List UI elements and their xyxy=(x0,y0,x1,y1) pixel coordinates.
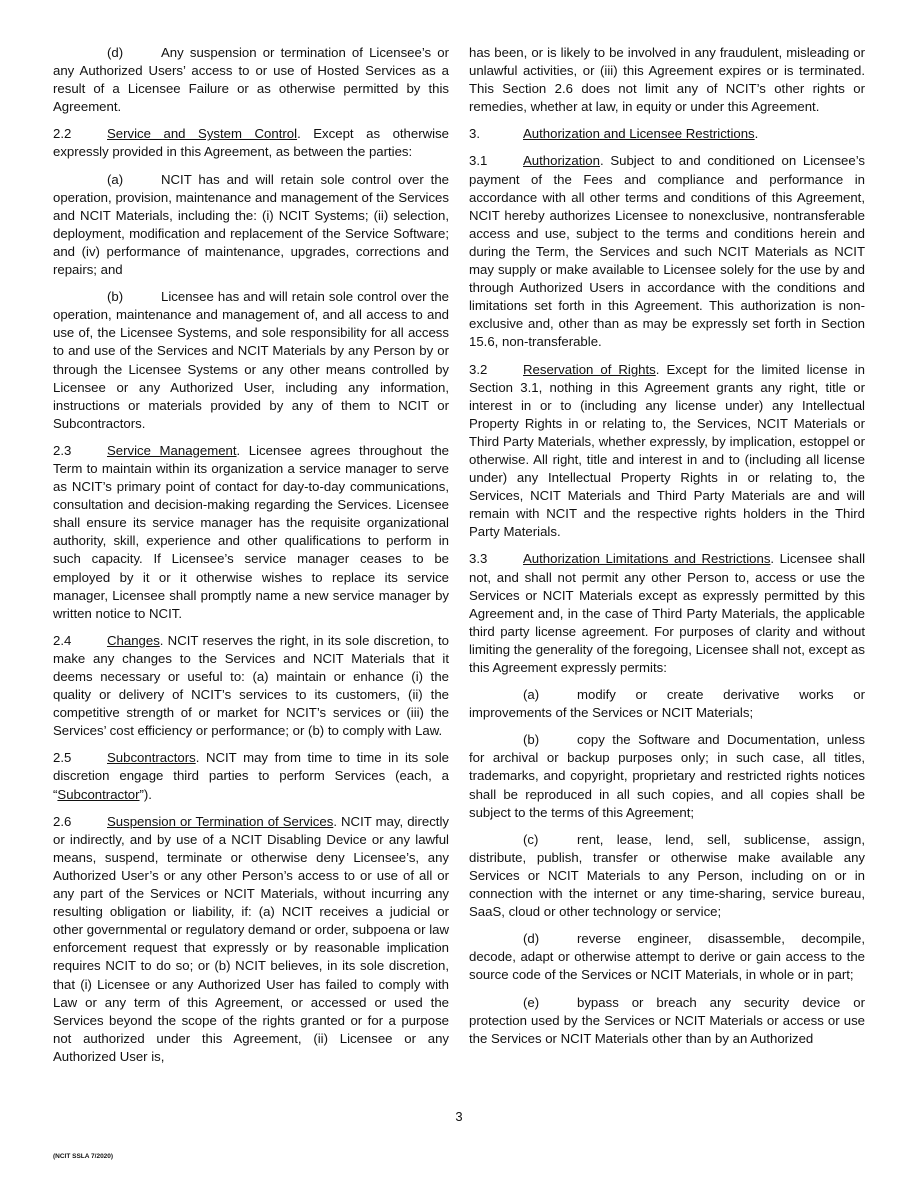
paragraph-3-3-d xyxy=(469,930,865,984)
section-heading: Service and System Control xyxy=(107,126,298,142)
section-heading: Authorization xyxy=(523,153,600,169)
item-text: reverse engineer, disassemble, decompile, decode, adapt or otherwise attempt to derive or gain access to the source code of the Services or NCIT Materials, in whole or in part; xyxy=(469,931,865,983)
section-2-3 xyxy=(53,442,449,623)
section-text: . NCIT reserves the right, in its sole discretion, to make any changes to the Services and NCIT Materials that it deems necessary or useful to: (a) maintain or enhance (i) the quality or delivery of NCIT’s services to its customers, (ii) the competitive strength of or market for NCIT’s services or (iii) the Services’ cost efficiency or performance; or (b) to comply with Law. xyxy=(53,632,449,739)
paragraph-2-2-a xyxy=(53,171,449,280)
section-text: . Licensee shall not, and shall not permit any other Person to, access or use the Services or NCIT Materials except as expressly permitted by this Agreement and, in the case of Third Party Materials, the applicable third party license agreement. For purposes of clarity and without limiting the generality of the foregoing, Licensee shall not, except as this Agreement expressly permits: xyxy=(469,551,866,675)
section-3-3 xyxy=(469,550,865,677)
section-tail: ”). xyxy=(139,786,152,802)
section-3 xyxy=(469,125,865,143)
section-2-6-continued: has been, or is likely to be involved in any fraudulent, misleading or unlawful activities, or (iii) this Agreement expires or is terminated. This Section 2.6 does not limit any of NCIT’s other rights or remedies, whether at law, in equity or under this Agreement. xyxy=(469,45,865,115)
section-number: 2.4 xyxy=(53,632,72,648)
section-tail: . xyxy=(754,126,759,142)
item-text: NCIT has and will retain sole control over the operation, provision, maintenance and management of the Services and NCIT Materials, including the: (i) NCIT Systems; (ii) selection, deployment, modification and replacement of the Service Software; and (iv) performance of maintenance, upgrades, corrections and repairs; and xyxy=(53,171,449,278)
section-number: 2.6 xyxy=(53,813,72,829)
section-number: 2.3 xyxy=(53,442,72,458)
item-text: rent, lease, lend, sell, sublicense, assign, distribute, publish, transfer or otherwise make available any Services or NCIT Materials to any Person, including on or in connection with the internet or any time-sharing, service bureau, SaaS, cloud or other technology or service; xyxy=(469,831,865,920)
section-text: . Licensee agrees throughout the Term to maintain within its organization a service manager to serve as NCIT’s primary point of contact for day-to-day communications, consultation and decision-making regarding the Services. Licensee shall ensure its service manager has the requisite organizational authority, skill, experience and other qualifications to perform in such capacity. If Licensee’s service manager ceases to be employed by it or it otherwise wishes to replace its service manager, Licensee shall promptly name a new service manager by written notice to NCIT. xyxy=(53,442,449,621)
section-heading: Reservation of Rights xyxy=(523,361,656,377)
item-label: (b) xyxy=(107,289,124,305)
section-heading: Suspension or Termination of Services xyxy=(107,813,334,829)
paragraph-3-3-c xyxy=(469,831,865,921)
item-label: (a) xyxy=(107,171,124,187)
section-number: 2.2 xyxy=(53,126,72,142)
section-text: . NCIT may, directly or indirectly, and by use of a NCIT Disabling Device or any lawful means, suspend, terminate or otherwise deny Licensee’s, any Authorized User’s or any other Person’s access to or use of all or any part of the Services or NCIT Materials, without incurring any resulting obligation or liability, if: (a) NCIT receives a judicial or other governmental or regulatory demand or order, subpoena or law enforcement request that expressly or by reasonable implication requires NCIT to do so; or (b) NCIT believes, in its sole discretion, that (i) Licensee or any Authorized User has failed to comply with Law or any term of this Agreement, or accessed or used the Services beyond the scope of the rights granted or for a purpose not authorized under this Agreement, (ii) Licensee or any Authorized User is, xyxy=(53,813,449,1064)
section-heading: Service Management xyxy=(107,442,237,458)
paragraph-3-3-e xyxy=(469,994,865,1048)
section-3-1 xyxy=(469,152,865,351)
section-2-2 xyxy=(53,125,449,161)
section-text: . Subject to and conditioned on Licensee’s payment of the Fees and compliance and performance in accordance with all other terms and conditions of this Agreement, NCIT hereby authorizes Licensee to nonexclusive, nontransferable access and use, subject to the terms and conditions herein and during the Term, the Services and such NCIT Materials as NCIT may supply or make available to Licensee solely for the use by and through Authorized Users in accordance with the conditions and limitations set forth in this Agreement. This authorization is non-exclusive and, other than as may be expressly set forth in Section 15.6, non-transferable. xyxy=(469,153,865,350)
footer-doc-id: (NCIT SSLA 7/2020) xyxy=(53,1153,114,1160)
section-number: 3. xyxy=(469,126,480,142)
item-label: (e) xyxy=(523,994,540,1010)
section-text: . Except as otherwise expressly provided in this Agreement, as between the parties: xyxy=(53,126,450,160)
section-heading: Authorization and Licensee Restrictions xyxy=(523,126,755,142)
left-column xyxy=(53,44,449,1075)
item-text: copy the Software and Documentation, unless for archival or backup purposes only; in such case, all titles, trademarks, and copyright, proprietary and restricted rights notices shall be reproduced in all such copies, and all copies shall be subject to the terms of this Agreement; xyxy=(469,732,865,820)
section-number: 3.1 xyxy=(469,153,488,169)
section-text: . NCIT may from time to time in its sole discretion engage third parties to perform Services (each, a “ xyxy=(53,750,449,802)
item-label: (b) xyxy=(523,732,540,748)
item-label: (a) xyxy=(523,687,540,703)
section-2-5 xyxy=(53,749,449,803)
section-number: 3.2 xyxy=(469,361,488,377)
section-number: 2.5 xyxy=(53,750,72,766)
section-heading: Changes xyxy=(107,632,160,648)
section-2-4 xyxy=(53,632,449,741)
section-heading: Authorization Limitations and Restrictions xyxy=(523,551,771,567)
item-label: (d) xyxy=(107,45,124,60)
section-2-6 xyxy=(53,813,449,1066)
defined-term: Subcontractor xyxy=(57,786,140,802)
item-text: Any suspension or termination of Licensee’s or any Authorized Users’ access to or use of Hosted Services as a result of a Licensee Failure or as otherwise permitted by this Agreement. xyxy=(53,45,449,115)
page-number: 3 xyxy=(455,1109,463,1124)
paragraph-2-2-b xyxy=(53,288,449,433)
item-label: (c) xyxy=(523,831,539,847)
item-text: Licensee has and will retain sole control over the operation, maintenance and management of, and all access to and use of, the Licensee Systems, and sole responsibility for all access to and use of the Services and NCIT Materials by any Person by or through the Licensee Systems or any other means controlled by Licensee or any Authorized User, including any information, instructions or materials provided by any of them to NCIT or Subcontractors. xyxy=(53,289,449,431)
section-number: 3.3 xyxy=(469,551,488,567)
paragraph-3-3-a xyxy=(469,686,865,722)
section-text: . Except for the limited license in Section 3.1, nothing in this Agreement grants any right, title or interest in or to (including any license under) any Intellectual Property Rights in or relating to, the Services, NCIT Materials or Third Party Materials, whether expressly, by implication, estoppel or otherwise. All right, title and interest in and to (including all license under) any Intellectual Property Rights in or relating to, the Services, NCIT Materials and Third Party Materials are and will remain with NCIT and the respective rights holders in the Third Party Materials. xyxy=(469,361,865,540)
item-text: modify or create derivative works or improvements of the Services or NCIT Materials; xyxy=(469,687,865,721)
paragraph-3-3-b xyxy=(469,731,865,821)
item-label: (d) xyxy=(523,931,540,947)
section-heading: Subcontractors xyxy=(107,750,196,766)
section-3-2 xyxy=(469,361,865,542)
item-text: bypass or breach any security device or protection used by the Services or NCIT Materials or access or use the Services or NCIT Materials other than by an Authorized xyxy=(469,994,865,1046)
paragraph-2-1-d xyxy=(53,44,449,116)
right-column xyxy=(469,44,865,1057)
